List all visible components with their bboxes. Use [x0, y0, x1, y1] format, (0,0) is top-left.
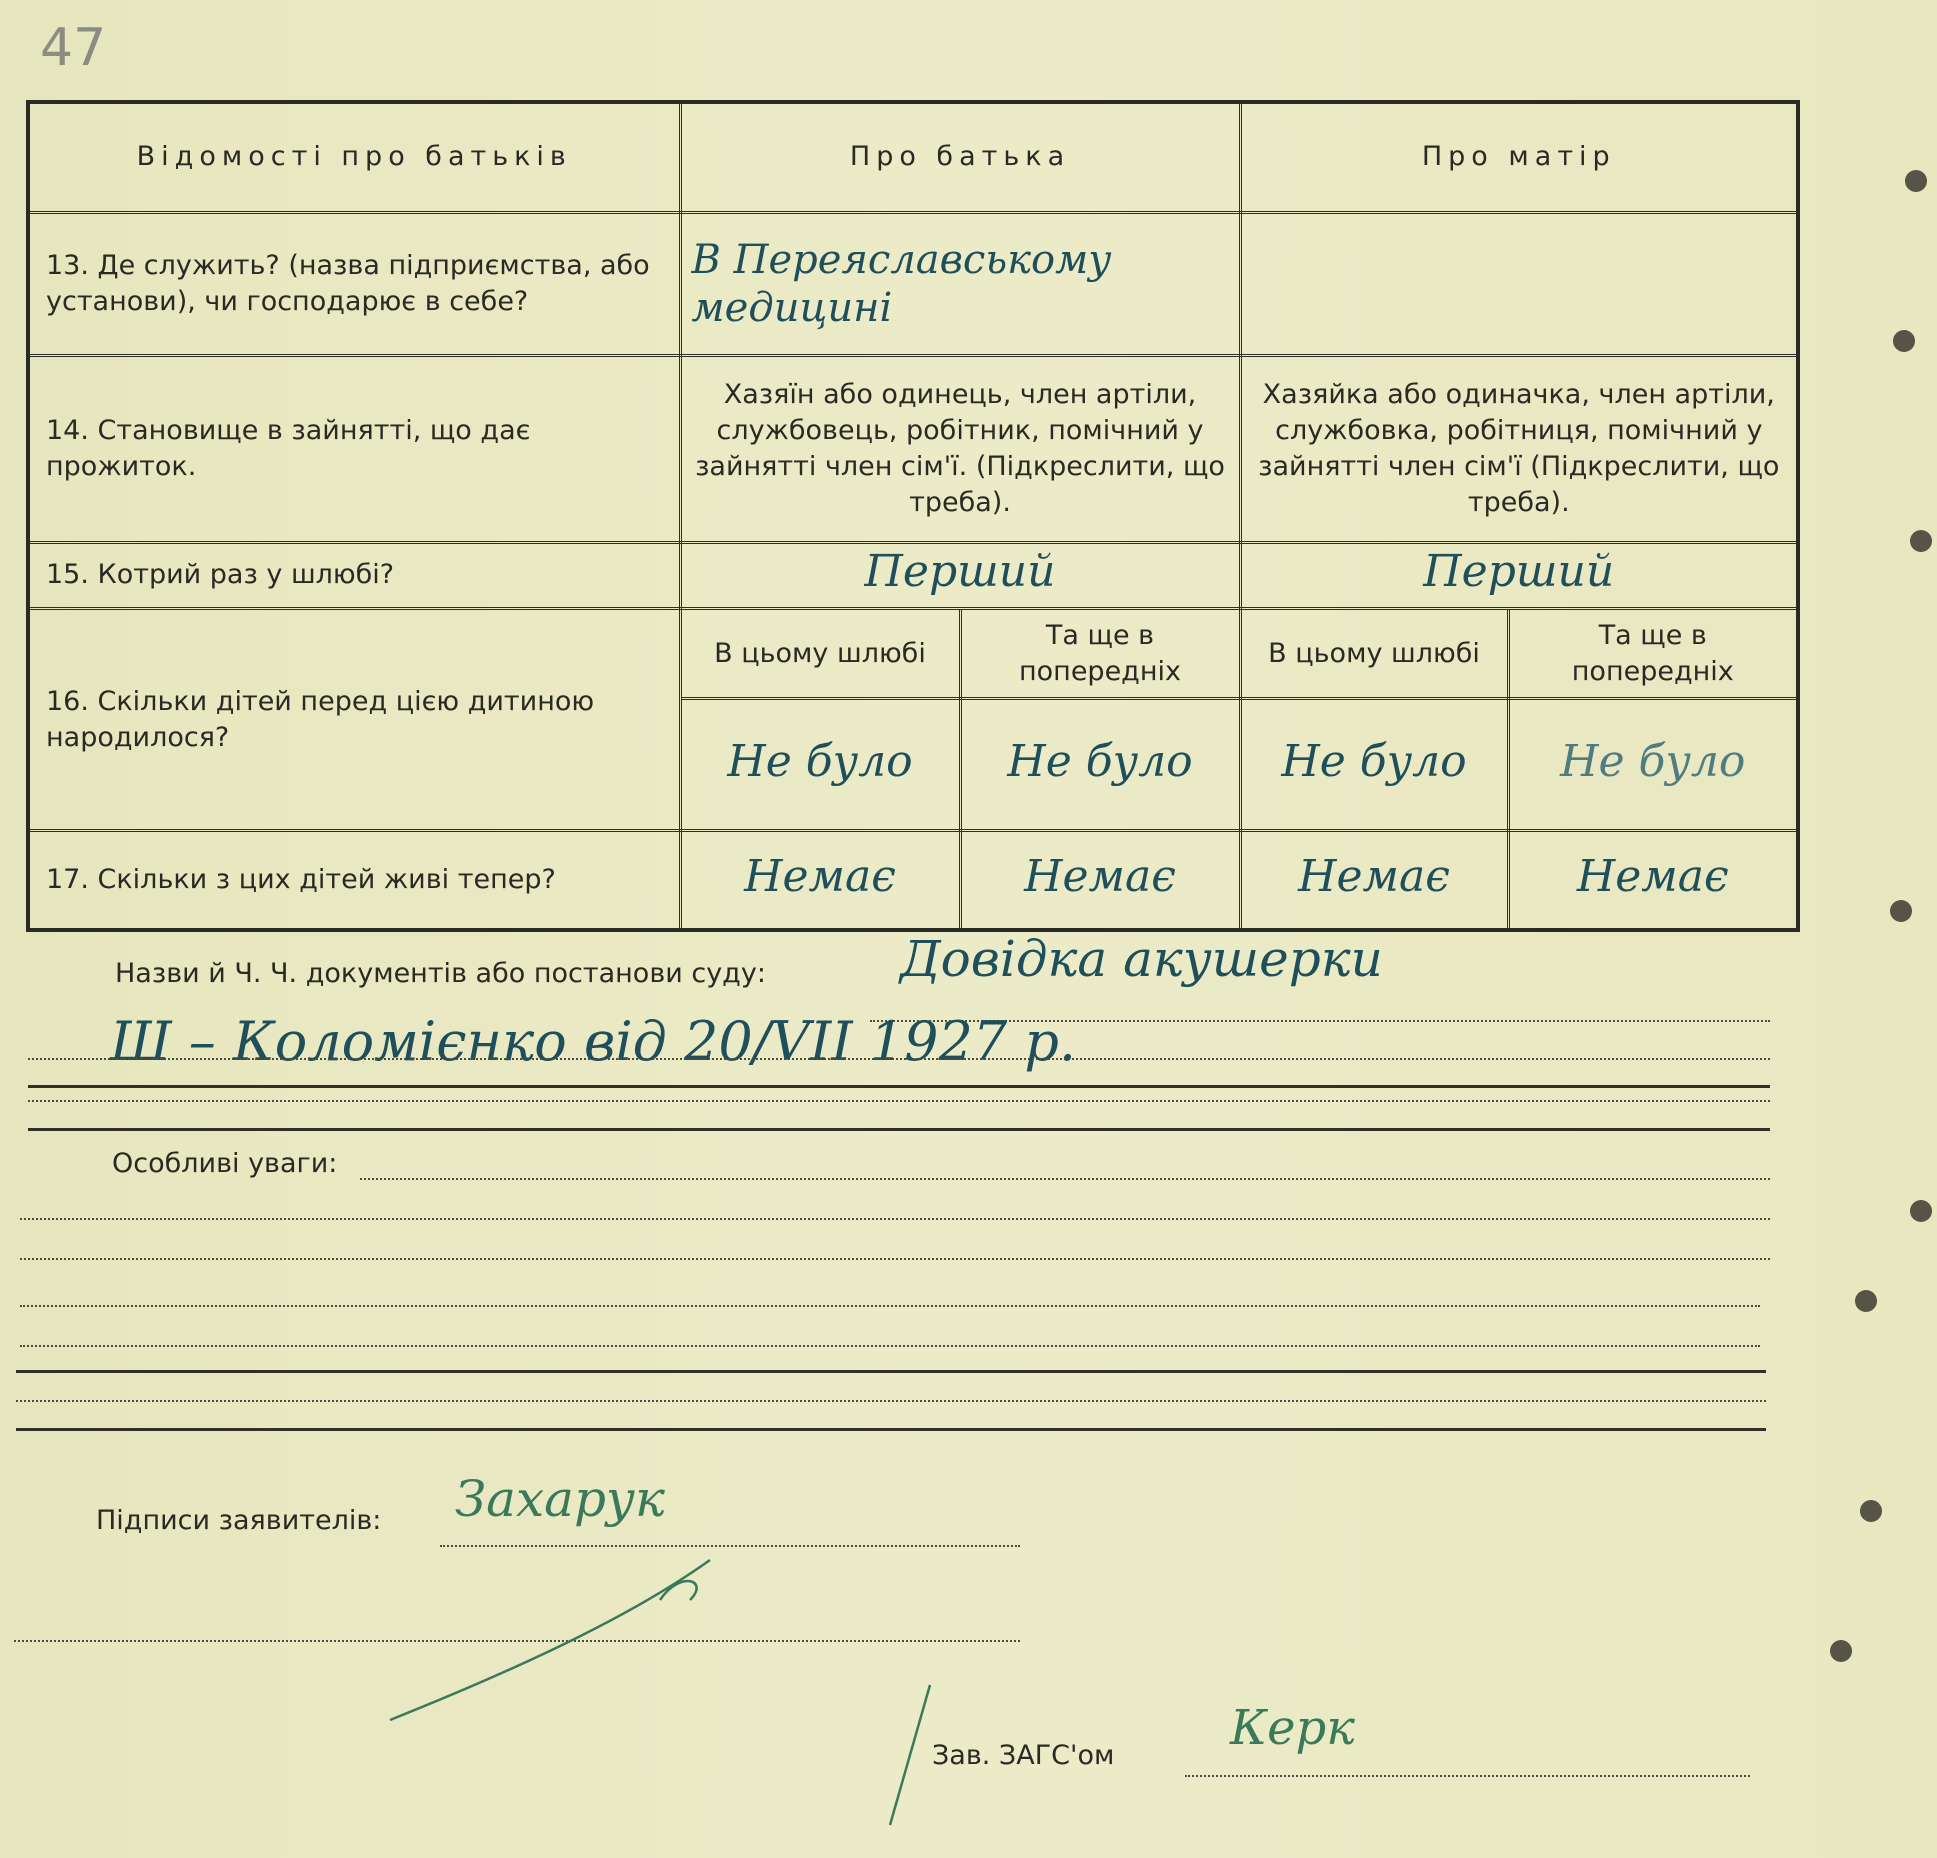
zags-head-label: Зав. ЗАГС'ом [932, 1740, 1115, 1771]
subheader-previous-father: Та ще в попередніх [960, 608, 1240, 698]
answer-14-mother: Хазяйка або одиначка, член артіли, службовка, робітниця, помічний у зайнятті член сім'ї (Підкреслити, що треба). [1240, 355, 1798, 542]
documents-dotted-line-3 [28, 1100, 1770, 1102]
documents-rule-2 [28, 1128, 1770, 1131]
handwritten-workplace: В Переяславському медицині [691, 236, 1112, 331]
subheader-this-marriage-father: В цьому шлюбі [680, 608, 960, 698]
handwritten-q16-4: Не було [1560, 735, 1746, 787]
remarks-line-3 [20, 1258, 1770, 1260]
question-17: 17. Скільки з цих дітей живі тепер? [28, 831, 680, 930]
remarks-line-4 [20, 1305, 1760, 1307]
documents-label: Назви й Ч. Ч. документів або постанови суду: [115, 958, 766, 989]
handwritten-marriage-father: Перший [864, 546, 1056, 598]
zags-head-signature: Керк [1230, 1700, 1355, 1756]
binding-hole [1890, 900, 1912, 922]
documents-rule-1 [28, 1085, 1770, 1088]
remarks-line-2 [20, 1218, 1770, 1220]
zags-mark [880, 1680, 940, 1830]
question-13: 13. Де служить? (назва підприємства, або установи), чи господарює в себе? [28, 212, 680, 355]
answer-13-father [680, 212, 1240, 355]
signatures-label: Підписи заявителів: [96, 1505, 382, 1536]
remarks-rule-2 [16, 1428, 1766, 1431]
header-mother: Про матір [1240, 102, 1798, 212]
question-16: 16. Скільки дітей перед цією дитиною народилося? [28, 608, 680, 830]
remarks-rule [16, 1370, 1766, 1373]
handwritten-marriage-mother: Перший [1423, 546, 1615, 598]
answer-14-father: Хазяїн або одинець, член артіли, службовець, робітник, помічний у зайнятті член сім'ї. (Підкреслити, що треба). [680, 355, 1240, 542]
parents-info-table [26, 100, 1800, 932]
binding-hole [1910, 530, 1932, 552]
remarks-label: Особливі уваги: [112, 1148, 338, 1179]
binding-hole [1860, 1500, 1882, 1522]
signature-flourish [380, 1540, 720, 1740]
binding-hole [1905, 170, 1927, 192]
documents-dotted-line-2 [28, 1058, 1770, 1060]
remarks-line-5 [20, 1345, 1760, 1347]
answer-13-mother [1240, 212, 1798, 355]
handwritten-documents-line1: Довідка акушерки [900, 930, 1383, 988]
handwritten-q17-4: Немає [1576, 851, 1729, 903]
handwritten-q16-3: Не було [1281, 735, 1467, 787]
handwritten-q17-2: Немає [1024, 851, 1176, 903]
handwritten-q17-1: Немає [744, 851, 896, 903]
binding-hole [1910, 1200, 1932, 1222]
page-number: 47 [40, 18, 107, 78]
subheader-previous-mother: Та ще в попередніх [1508, 608, 1798, 698]
handwritten-q16-2: Не було [1007, 735, 1193, 787]
binding-hole [1855, 1290, 1877, 1312]
zags-signature-line [1185, 1775, 1750, 1777]
handwritten-q16-1: Не було [727, 735, 913, 787]
handwritten-documents-line2: Ш – Коломієнко від 20/VII 1927 р. [110, 1010, 1077, 1073]
question-15: 15. Котрий раз у шлюбі? [28, 542, 680, 608]
question-14: 14. Становище в зайнятті, що дає прожиток. [28, 355, 680, 542]
handwritten-q17-3: Немає [1298, 851, 1450, 903]
applicant-signature: Захарук [455, 1470, 665, 1528]
header-parents-info: Відомості про батьків [28, 102, 680, 212]
binding-hole [1830, 1640, 1852, 1662]
remarks-line-6 [16, 1400, 1766, 1402]
subheader-this-marriage-mother: В цьому шлюбі [1240, 608, 1508, 698]
header-father: Про батька [680, 102, 1240, 212]
remarks-line-1 [360, 1178, 1770, 1180]
binding-hole [1893, 330, 1915, 352]
